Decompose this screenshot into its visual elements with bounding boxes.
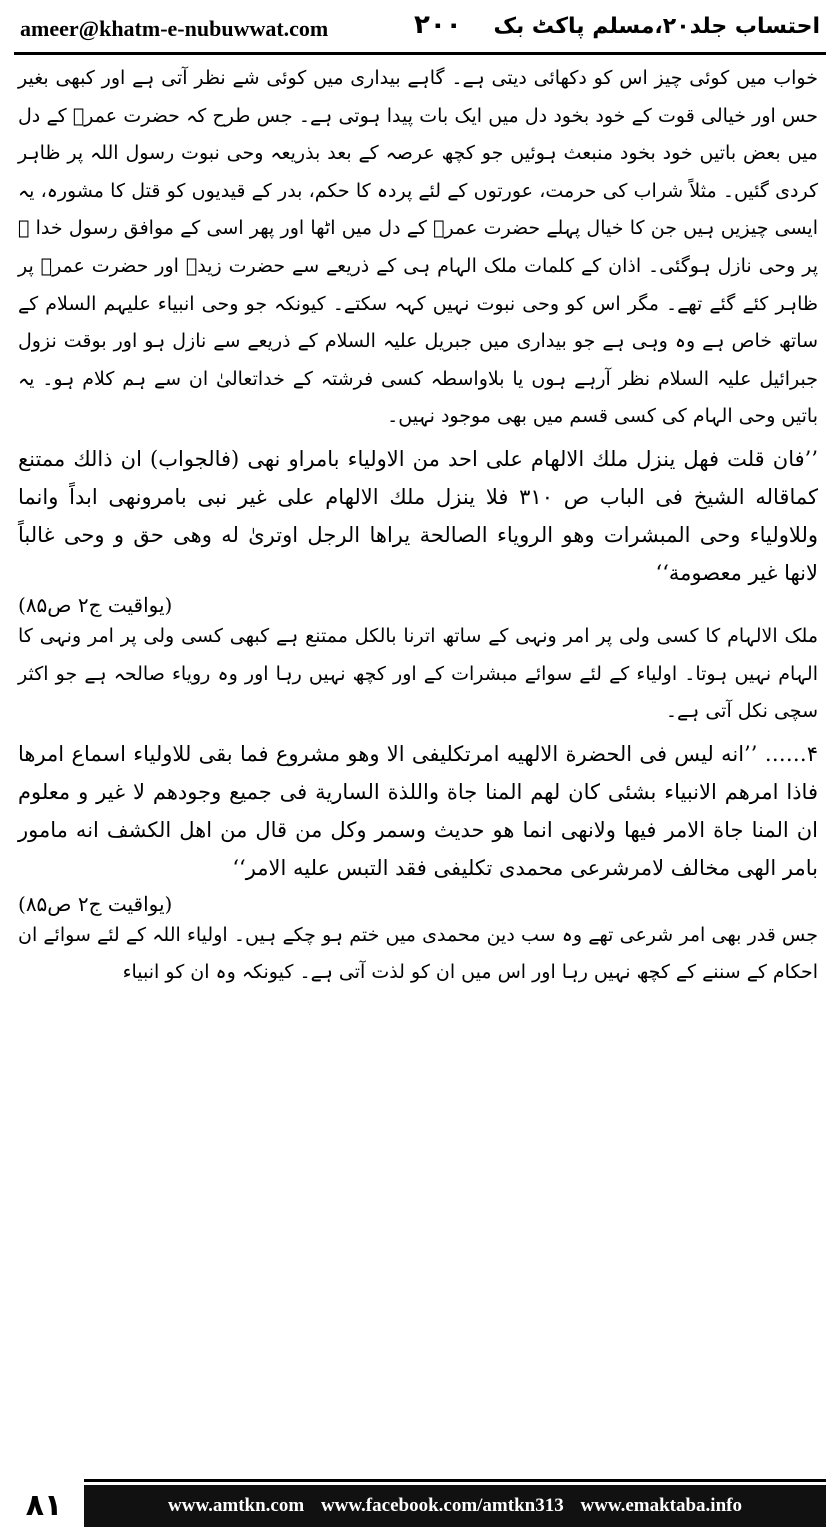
footer-link-amtkn[interactable]: www.amtkn.com xyxy=(168,1495,305,1516)
urdu-paragraph-3: جس قدر بھی امر شرعی تھے وہ سب دین محمدی میں ختم ہو چکے ہیں۔ اولیاء اللہ کے لئے سوائے ان احکام کے سننے کے کچھ نہیں رہا اور اس میں ان کو لذت آتی ہے۔ کیونکہ وہ ان کو انبیاء xyxy=(18,923,818,984)
header-email: ameer@khatm-e-nubuwwat.com xyxy=(20,16,329,41)
urdu-paragraph-2: ملک الالہام کا کسی ولی پر امر ونہی کے ساتھ اترنا بالکل ممتنع ہے کبھی کسی ولی پر امر ونہی کا الہام نہیں ہوتا۔ اولیاء کے لئے سوائے مبشرات کے اور کچھ نہیں رہا اور وہ رویاء صالحہ ہے جو اکثر سچی نکل آتی ہے۔ xyxy=(18,624,818,723)
footer-link-emaktaba[interactable]: www.emaktaba.info xyxy=(580,1495,742,1516)
page-body xyxy=(18,60,818,992)
page-footer xyxy=(14,1485,826,1527)
page-header xyxy=(14,12,826,48)
citation-1: (یواقیت ج۲ ص۸۵) xyxy=(18,592,173,617)
header-book-title: احتساب جلد۲۰،مسلم پاکٹ بک xyxy=(493,14,820,39)
urdu-paragraph-1: خواب میں کوئی چیز اس کو دکھائی دیتی ہے۔ گاہے بیداری میں کوئی شے نظر آتی ہے اور کبھی بغیر حس اور خیالی قوت کے خود بخود دل میں ایک بات پیدا ہوتی ہے۔ جس طرح کہ حضرت عمرؓ کے دل میں بعض باتیں خود بخود منبعث ہوئیں جو کچھ عرصہ کے بعد بذریعہ وحی نبوت رسول اللہ پر ظاہر کردی گئیں۔ مثلاً شراب کی حرمت، عورتوں کے لئے پردہ کا حکم، بدر کے قیدیوں کو قتل کا مشورہ، یہ ایسی چیزیں ہیں جن کا خیال پہلے حضرت عمرؓ کے دل میں اٹھا اور پھر اسی کے موافق رسول خدا ﷺ پر وحی نازل ہوگئی۔ اذان کے کلمات ملک الہام ہی کے ذریعے سے حضرت زیدؓ اور حضرت عمرؓ پر ظاہر کئے گئے تھے۔ مگر اس کو وحی نبوت نہیں کہہ سکتے۔ کیونکہ جو وحی انبیاء علیہم السلام کے ساتھ خاص ہے وہ وہی ہے جو بیداری میں جبریل علیہ السلام کے ذریعے سے نازل ہو اور بوقت نزول جبرائیل علیہ السلام نظر آرہے ہوں یا بلاواسطہ کسی فرشتہ کے خداتعالیٰ ان سے ہم کلام ہو۔ یہ باتیں وحی الہام کی کسی قسم میں بھی موجود نہیں۔ xyxy=(18,67,818,428)
footer-link-facebook[interactable]: www.facebook.com/amtkn313 xyxy=(320,1495,564,1516)
header-rule xyxy=(14,52,826,55)
arabic-quote-2: ۴…… ’’انه ليس فى الحضرة الالهيه امرتكليفى الا وهو مشروع فما بقى للاولياء اسماع امرها فاذا امرهم الانبياء بشئى كان لهم المنا جاة واللذة السارية فى جميع وجودهم لا غير و معلوم ان المنا جاة الامر فيها ولانهى انما هو حديث وسمر وكل من قال من اهل الكشف انه مامور بامر الهى مخالف لامرشرعى محمدى تكليفى فقد التبس عليه الامر‘‘ xyxy=(18,741,818,880)
footer-page-index: ۸۱ xyxy=(25,1488,63,1523)
citation-2: (یواقیت ج۲ ص۸۵) xyxy=(18,891,173,916)
footer-rule xyxy=(84,1479,826,1482)
header-page-number: ۲۰۰ xyxy=(414,10,462,40)
arabic-quote-1: ’’فان قلت فهل ينزل ملك الالهام على احد من الاولياء بامراو نهى (فالجواب) ان ذالك ممتنع كماقاله الشيخ فى الباب ص ۳۱۰ فلا ينزل ملك الالهام على غير نبى بامرونهى ابداً وانما وللاولياء وحى المبشرات وهو الرویاء الصالحة يراها الرجل اوترىٰ له وهى حق و وحى غالباً لانها غير معصومة‘‘ xyxy=(18,446,818,585)
footer-links-bar xyxy=(84,1485,826,1527)
